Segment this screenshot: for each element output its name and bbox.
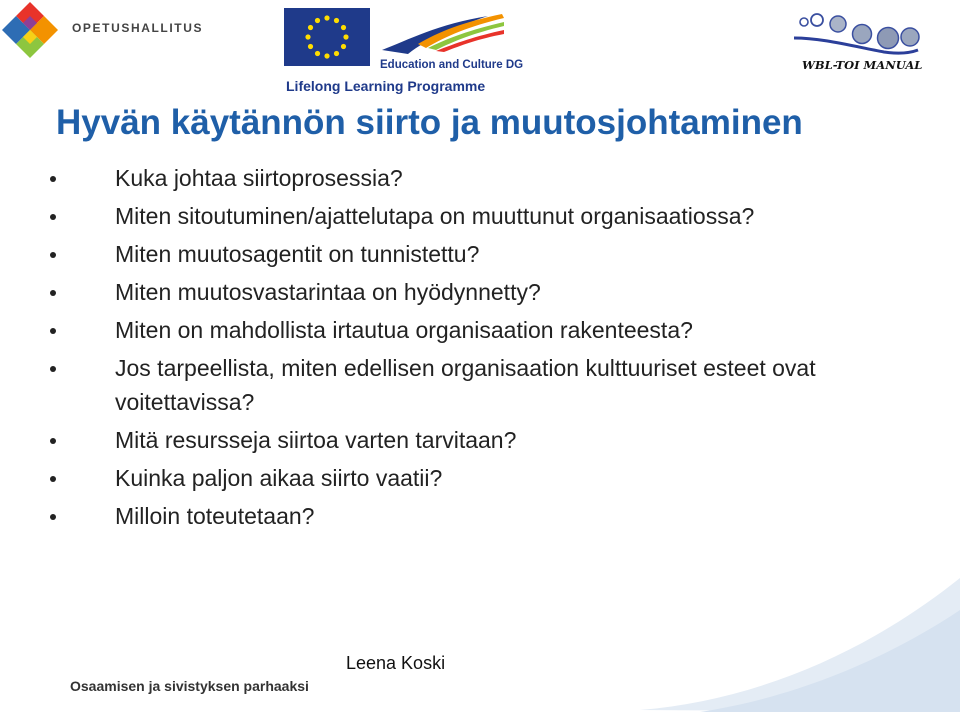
bullet-item [0,199,905,233]
circles-swoosh-logo-icon [792,8,922,58]
bullet-dot-icon [50,514,56,520]
bullet-dot-icon [50,176,56,182]
eu-flag-icon [284,8,370,66]
bullet-text: Jos tarpeellista, miten edellisen organisaation kulttuuriset esteet ovat voitettavissa? [115,355,816,415]
bullet-dot-icon [50,290,56,296]
eu-programme-logo [284,8,524,98]
bullet-dot-icon [50,438,56,444]
bullet-list [0,161,905,537]
bullet-text: Miten muutosvastarintaa on hyödynnetty? [115,279,541,305]
bullet-dot-icon [50,328,56,334]
decorative-swoosh [640,560,960,712]
bullet-text: Kuinka paljon aikaa siirto vaatii? [115,465,443,491]
swoosh-logo-icon [378,10,508,58]
opetushallitus-text: OPETUSHALLITUS [72,21,204,35]
eu-dg-text: Education and Culture DG [380,59,524,71]
bullet-text: Kuka johtaa siirtoprosessia? [115,165,403,191]
bullet-item [0,237,905,271]
bullet-item [0,161,905,195]
bullet-text: Miten muutosagentit on tunnistettu? [115,241,480,267]
slide-title: Hyvän käytännön siirto ja muutosjohtaminen [56,103,803,142]
bullet-text: Mitä resursseja siirtoa varten tarvitaan? [115,427,517,453]
footer-slogan: Osaamisen ja sivistyksen parhaaksi [70,678,309,694]
bullet-item [0,275,905,309]
bullet-dot-icon [50,366,56,372]
bullet-text: Miten sitoutuminen/ajattelutapa on muuttunut organisaatiossa? [115,203,755,229]
bullet-item [0,313,905,347]
bullet-dot-icon [50,476,56,482]
bullet-item [0,351,905,419]
wbl-toi-manual-text: WBL-TOI MANUAL [802,58,923,72]
bullet-item [0,499,905,533]
bullet-text: Milloin toteutetaan? [115,503,315,529]
bullet-text: Miten on mahdollista irtautua organisaation rakenteesta? [115,317,693,343]
lifelong-learning-text: Lifelong Learning Programme [286,78,486,94]
bullet-item [0,423,905,457]
bullet-dot-icon [50,214,56,220]
bullet-item [0,461,905,495]
bullet-dot-icon [50,252,56,258]
colored-diamond-logo-icon [0,0,60,60]
footer-author: Leena Koski [346,653,446,673]
opetushallitus-logo [0,0,204,70]
wbl-toi-manual-logo [792,8,922,78]
